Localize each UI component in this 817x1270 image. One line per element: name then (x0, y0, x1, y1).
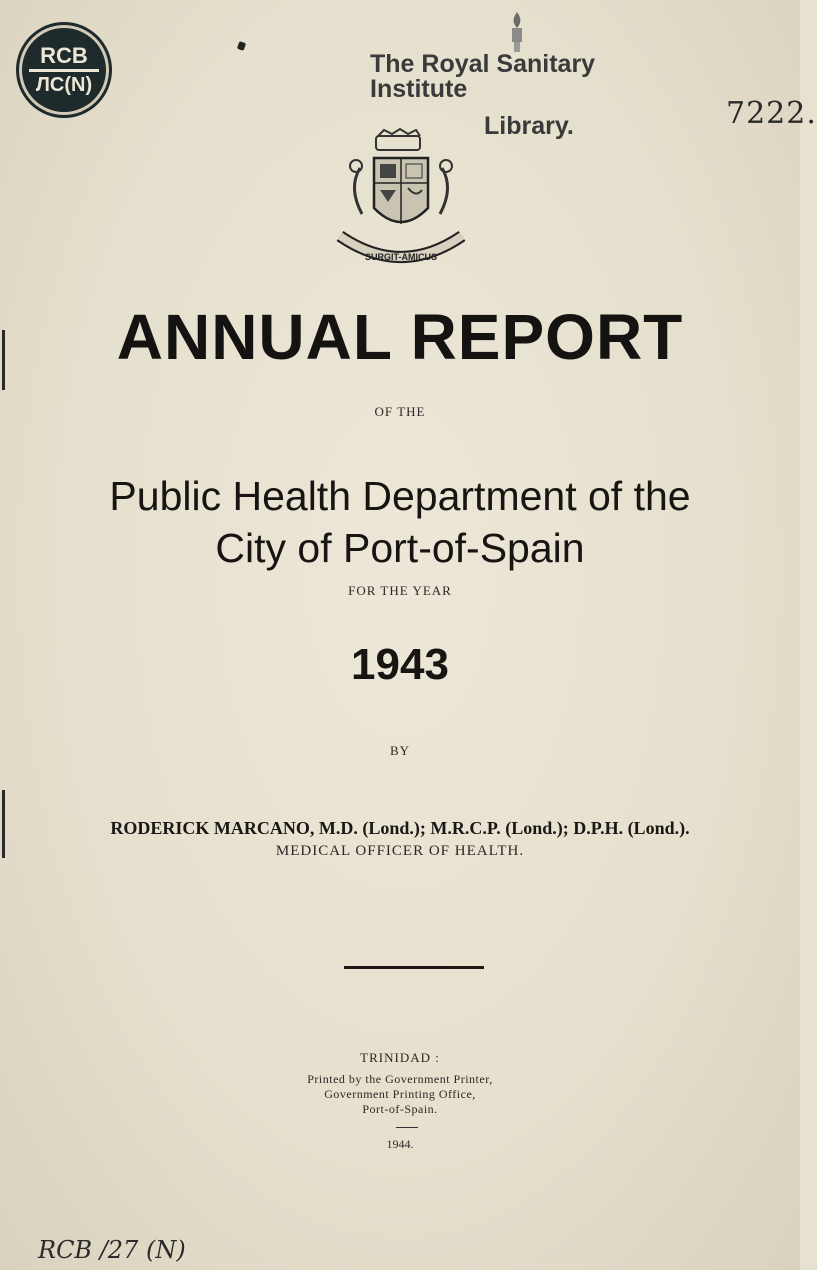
library-label: Library. (484, 112, 574, 140)
by-label: BY (389, 743, 411, 758)
department-line-1: Public Health Department of the (109, 473, 691, 519)
torch-icon (504, 10, 530, 52)
report-year: 1943 (351, 640, 449, 689)
coat-of-arms-icon (326, 128, 476, 278)
handwritten-shelf-mark: RCB /27 (N) (38, 1236, 186, 1264)
department-name (0, 470, 800, 574)
ink-speck (237, 41, 246, 51)
crest-motto: SURGIT-AMICUS (365, 252, 437, 262)
imprint-year: 1944. (386, 1137, 414, 1151)
stamp-line-2: ЛС(N) (35, 73, 93, 96)
library-name: The Royal Sanitary Institute (370, 50, 596, 103)
imprint-office: Government Printing Office, (324, 1087, 476, 1101)
report-title: ANNUAL REPORT (116, 301, 684, 373)
imprint-block (0, 1072, 800, 1117)
stamp-line-1: RCB (40, 42, 88, 68)
divider-rule (344, 966, 484, 969)
of-the-label: OF THE (374, 404, 426, 419)
for-the-year-label: FOR THE YEAR (348, 583, 452, 598)
imprint-place: TRINIDAD : (360, 1050, 440, 1065)
library-heading (370, 52, 670, 139)
imprint-rule (396, 1127, 418, 1128)
author-title: MEDICAL OFFICER OF HEALTH. (275, 843, 525, 859)
edge-mark (2, 790, 5, 858)
imprint-city: Port-of-Spain. (362, 1102, 438, 1116)
author-name: RODERICK MARCANO, M.D. (Lond.); M.R.C.P. (Lond.); D.P.H. (Lond.). (110, 818, 690, 838)
edge-mark (2, 330, 5, 390)
accession-number: 7222. (726, 96, 817, 131)
imprint-printer: Printed by the Government Printer, (307, 1072, 493, 1086)
stamp-divider (29, 69, 99, 72)
department-line-2: City of Port-of-Spain (215, 525, 585, 571)
library-stamp (22, 28, 106, 112)
